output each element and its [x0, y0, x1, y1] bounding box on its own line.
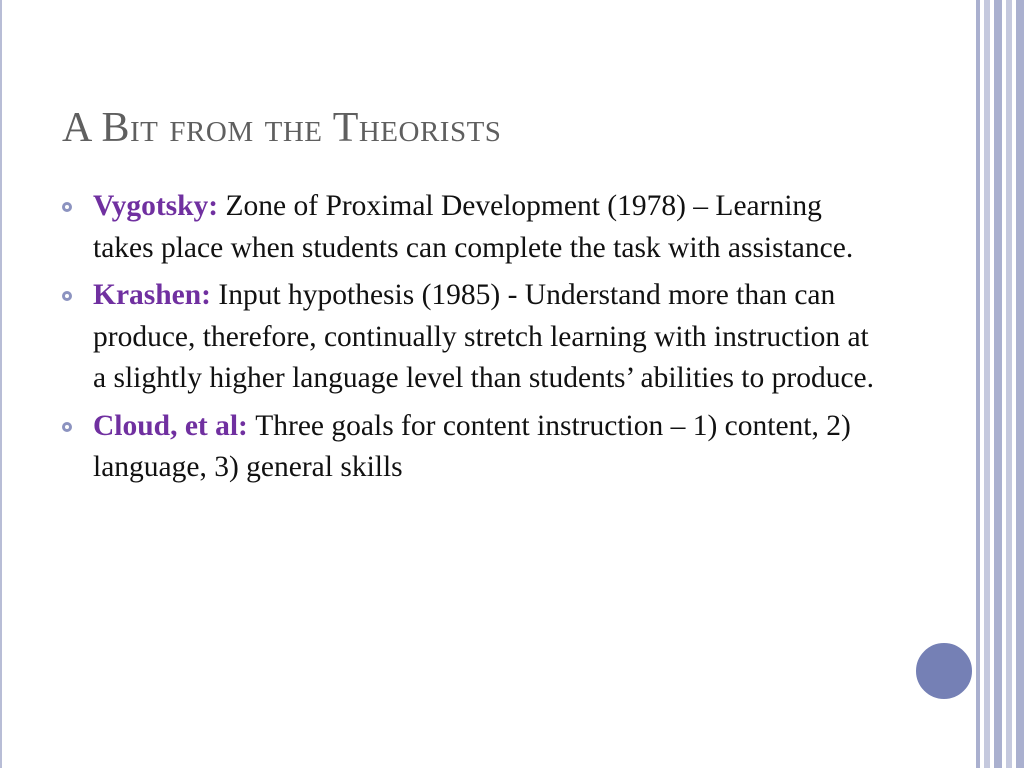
right-stripe: [994, 0, 1002, 768]
ring-bullet-icon: [62, 202, 72, 212]
ring-bullet-icon: [62, 291, 72, 301]
theorist-name: Cloud, et al:: [93, 409, 256, 442]
bullet-text: Three goals for content instruction – 1) content, 2) language, 3) general skills: [93, 409, 851, 483]
bullet-item-cloud: [62, 406, 882, 489]
theorist-name: Krashen:: [93, 279, 219, 311]
slide-title: A Bit from the Theorists: [62, 105, 502, 151]
ring-bullet-icon: [62, 422, 72, 432]
circle-decoration: [913, 640, 975, 702]
bullet-item-krashen: [62, 275, 882, 400]
right-stripe: [1016, 0, 1024, 768]
bullet-item-vygotsky: [62, 186, 882, 269]
bullet-list: [62, 186, 882, 495]
bullet-text: Zone of Proximal Development (1978) – Learning takes place when students can complete the task with assistance.: [93, 190, 854, 264]
theorist-name: Vygotsky:: [93, 190, 226, 222]
bullet-text: Input hypothesis (1985) - Understand more than can produce, therefore, continually stretch learning with instruction at a slightly higher language level than students’ abilities to produce.: [93, 279, 875, 394]
left-border-line: [0, 0, 5, 768]
